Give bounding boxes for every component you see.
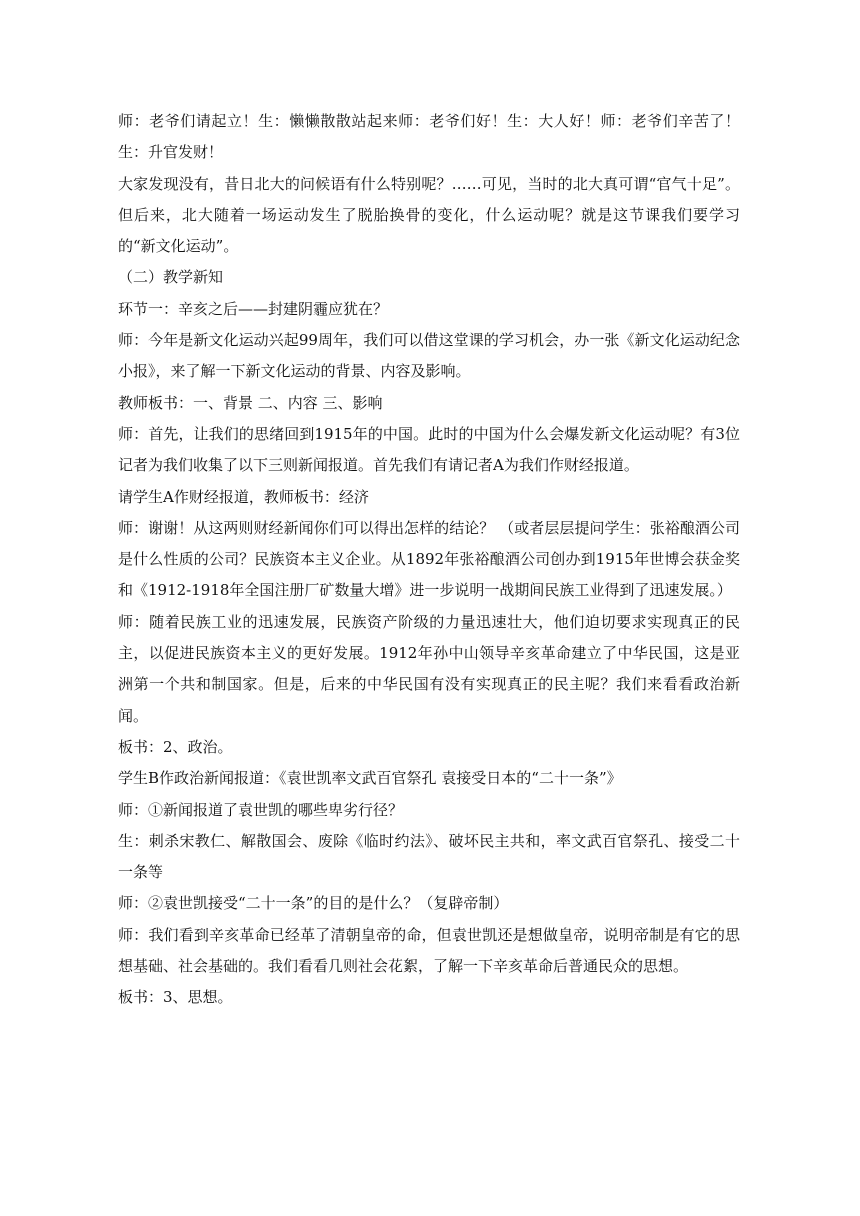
paragraph-student-a-report: 请学生A作财经报道，教师板书：经济 (118, 487, 369, 506)
paragraph-dialogue-greeting: 师：老爷们请起立！生：懒懒散散站起来师：老爷们好！生：大人好！师：老爷们辛苦了！生：升官发财！ (118, 112, 740, 162)
paragraph-board-thought: 板书：3、思想。 (118, 988, 233, 1007)
paragraph-newspaper-task: 师：今年是新文化运动兴起99周年，我们可以借这堂课的学习机会，办一张《新文化运动纪念小报》，来了解一下新文化运动的背景、内容及影响。 (118, 331, 740, 381)
paragraph-student-b-report: 学生B作政治新闻报道：《袁世凯率文武百官祭孔 袁接受日本的“二十一条”》 (118, 769, 622, 788)
paragraph-background-1915: 师：首先，让我们的思绪回到1915年的中国。此时的中国为什么会爆发新文化运动呢？有3位记者为我们收集了以下三则新闻报道。首先我们有请记者A为我们作财经报道。 (118, 424, 740, 475)
subsection-heading-stage-one: 环节一：辛亥之后——封建阴霾应犹在？ (118, 299, 389, 318)
paragraph-imperial-thought: 师：我们看到辛亥革命已经革了清朝皇帝的命，但袁世凯还是想做皇帝，说明帝制是有它的思想基础、社会基础的。我们看看几则社会花絮，了解一下辛亥革命后普通民众的思想。 (118, 925, 740, 976)
paragraph-economic-conclusion: 师：谢谢！从这两则财经新闻你们可以得出怎样的结论？ （或者层层提问学生：张裕酿酒公司是什么性质的公司？民族资本主义企业。从1892年张裕酿酒公司创办到1915年世博会获金奖和《1912-1918年全国注册厂矿数量大增》进一步说明一战期间民族工业得到了迅速发展。） (118, 518, 740, 600)
paragraph-board-politics: 板书：2、政治。 (118, 737, 233, 756)
paragraph-student-answer: 生：刺杀宋教仁、解散国会、废除《临时约法》、破坏民主共和，率文武百官祭孔、接受二十一条等 (118, 831, 740, 882)
paragraph-question-one: 师：①新闻报道了袁世凯的哪些卑劣行径？ (118, 800, 404, 819)
paragraph-democracy-discussion: 师：随着民族工业的迅速发展，民族资产阶级的力量迅速壮大，他们迫切要求实现真正的民主，以促进民族资本主义的更好发展。1912年孙中山领导辛亥革命建立了中华民国，这是亚洲第一个共和制国家。但是，后来的中华民国有没有实现真正的民主呢？我们来看看政治新闻。 (118, 612, 740, 725)
section-heading-new-knowledge: （二）教学新知 (118, 268, 224, 287)
document-body (118, 106, 740, 1014)
paragraph-intro-question: 大家发现没有，昔日北大的问候语有什么特别呢？……可见，当时的北大真可谓“官气十足”。但后来，北大随着一场运动发生了脱胎换骨的变化，什么运动呢？就是这节课我们要学习的“新文化运动”。 (118, 174, 740, 256)
paragraph-board-outline: 教师板书：一、背景 二、内容 三、影响 (118, 393, 383, 412)
paragraph-question-two: 师：②袁世凯接受“二十一条”的目的是什么？（复辟帝制） (118, 894, 509, 913)
